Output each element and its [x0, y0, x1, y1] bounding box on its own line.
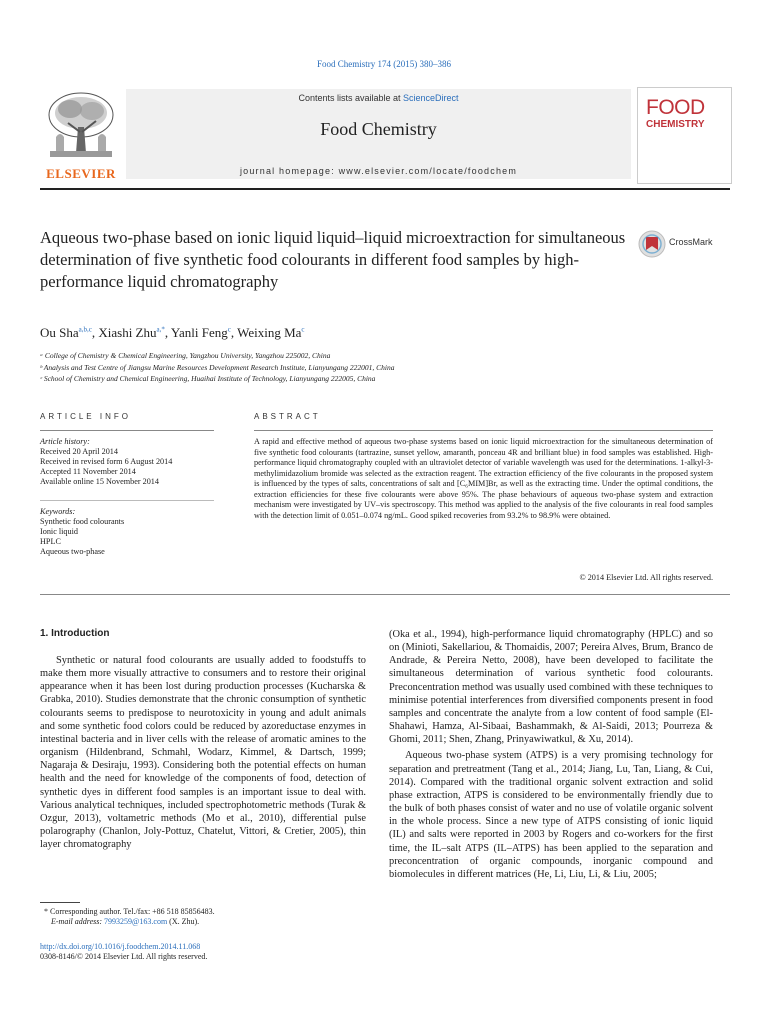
keywords-rule [40, 500, 214, 501]
keyword-2: Ionic liquid [40, 527, 78, 536]
contents-line [126, 93, 631, 103]
issn-line: 0308-8146/© 2014 Elsevier Ltd. All rights reserved. [40, 952, 208, 961]
author-2: Xiashi Zhu$^{a,*}$, [98, 325, 171, 340]
corresponding-author: * Corresponding author. Tel./fax: +86 518 85856483. [44, 907, 215, 916]
cover-food: FOOD [646, 96, 705, 119]
intro-right-column [389, 628, 713, 881]
keywords-label: Keywords: [40, 507, 76, 516]
intro-left-column [40, 654, 366, 851]
abstract-heading: ABSTRACT [254, 412, 321, 421]
article-info-rule [40, 430, 214, 431]
intro-paragraph-1: Synthetic or natural food colourants are usually added to foodstuffs to make them more visually attractive to consumers and to restore their original appearance when it has been lost during production processes (Kucharska & Grabka, 2010). Studies demonstrate that the chronic consumption of synthetic colourants seems to predispose to neurotoxicity in young and adult animals and some synthetic food colors could be reduced by azoreductase enzymes in intestinal bacteria and in liver cells with the release of aromatic amines to the organism (Hildenbrand, Schmahl, Wodarz, Kimmel, & Dartsch, 1999; Nagaraja & Desiraju, 1993). Considering both the potential effects on human health and the need for knowledge of the components of food, detection of synthetic dyes in different food samples is an important issue to deal with. Various analytical techniques, included spectrophotometric methods (Turak & Ozgur, 2013), voltametric methods (Mo et al., 2010), differential pulse polarography (Chanlon, Joly-Pottuz, Chatelut, Vittori, & Cretier, 2005), thin layer chromatography [40, 655, 366, 851]
affiliation-b: ᵇ Analysis and Test Centre of Jiangsu Marine Resources Development Research Institute, Lianyungang 222001, China [40, 362, 395, 372]
abstract-bottom-rule [40, 594, 730, 595]
author-4: Weixing Ma$^c$ [237, 325, 305, 340]
cover-chemistry: CHEMISTRY [646, 119, 705, 130]
author-1: Ou Sha$^{a,b,c}$, [40, 325, 99, 340]
article-info-heading: ARTICLE INFO [40, 412, 131, 421]
history-received: Received 20 April 2014 [40, 447, 118, 456]
article-title: Aqueous two-phase based on ionic liquid liquid–liquid microextraction for simultaneous determination of five synthetic food colourants in different food samples by high-performance liquid chromatography [40, 228, 626, 291]
abstract-copyright: © 2014 Elsevier Ltd. All rights reserved. [579, 573, 713, 582]
publisher-name: ELSEVIER [46, 166, 116, 181]
history-revised: Received in revised form 6 August 2014 [40, 457, 173, 466]
affiliations [40, 350, 394, 385]
intro-paragraph-2: (Oka et al., 1994), high-performance liquid chromatography (HPLC) and so on (Minioti, Sakellariou, & Thomaidis, 2007; Pereira Alves, Brum, Branco de Andrade, & Pereira Netto, 2008), have been developed to facilitate the simultaneous determination of various synthetic food colourants. Preconcentration method was usually used combined with these techniques to minimise potential interferences from diversified components present in food samples and concentrate the analyte from a low content of food sample (El-Shahawi, Hamza, Al-Sibaai, Bashammakh, & Al-Saidi, 2013; Pourreza & Ghomi, 2011; Shen, Zhang, Prinyawiwatkul, & Xu, 2014). [389, 629, 713, 746]
history-accepted: Accepted 11 November 2014 [40, 467, 136, 476]
history-online: Available online 15 November 2014 [40, 477, 159, 486]
article-history [40, 437, 220, 487]
affiliation-a: ᵃ College of Chemistry & Chemical Engineering, Yangzhou University, Yangzhou 225002, China [40, 351, 331, 360]
email-line: E-mail address: 7993259@163.com (X. Zhu). [51, 917, 200, 926]
corresponding-author-note [44, 907, 364, 927]
journal-cover [637, 87, 732, 184]
keywords [40, 507, 220, 557]
history-label: Article history: [40, 437, 90, 446]
masthead [40, 87, 730, 184]
abstract-text: A rapid and effective method of aqueous two-phase systems based on ionic liquid microextraction for the simultaneous determination of five synthetic food colourants (tartrazine, sunset yellow, amaranth, ponceau 4R and brilliant blue) in food samples was established. High-performance liquid chromatography coupled with an ultraviolet detector of variable wavelength was used for the determinations. 1-alkyl-3-methylimidazolium bromide was selected as the extraction reagent. The extraction efficiency of the five colourants in the proposed system is influenced by the types of salts, concentrations of salt and [C₆MIM]Br, as well as the extracting time. Under the optimal conditions, the extraction efficiencies for these five colourants were above 95%. The phase behaviours of aqueous two-phase system and extraction mechanism were investigated by UV–vis spectroscopy. This method was applied to the analysis of the five colourants in real food samples with the detection limit of 0.051–0.074 ng/mL. Good spiked recoveries from 93.2% to 98.9% were obtained. [254, 437, 713, 520]
journal-citation[interactable]: Food Chemistry 174 (2015) 380–386 [317, 59, 451, 69]
keyword-4: Aqueous two-phase [40, 547, 105, 556]
keyword-3: HPLC [40, 537, 61, 546]
journal-banner [126, 89, 631, 179]
sciencedirect-link[interactable]: ScienceDirect [403, 93, 459, 103]
crossmark-icon[interactable] [638, 230, 666, 258]
keyword-1: Synthetic food colourants [40, 517, 125, 526]
masthead-rule [40, 188, 730, 190]
journal-homepage[interactable]: journal homepage: www.elsevier.com/locate/foodchem [239, 166, 518, 176]
footnote-rule [40, 902, 80, 903]
abstract-rule [254, 430, 713, 431]
affiliation-c: ᶜ School of Chemistry and Chemical Engineering, Huaihai Institute of Technology, Lianyungang 222005, China [40, 374, 376, 383]
email-link[interactable]: 7993259@163.com [104, 917, 168, 926]
contents-prefix: Contents lists available at [298, 93, 404, 103]
journal-name: Food Chemistry [320, 119, 437, 139]
doi-block [40, 942, 360, 962]
author-3: Yanli Feng$^c$, [170, 325, 238, 340]
author-list [40, 325, 305, 341]
doi-link[interactable]: http://dx.doi.org/10.1016/j.foodchem.2014.11.068 [40, 942, 201, 951]
crossmark-label[interactable]: CrossMark [669, 237, 713, 247]
intro-paragraph-3: Aqueous two-phase system (ATPS) is a very promising technology for separation and pretreatment (Tang et al., 2014; Jiang, Lu, Tan, Liang, & Cui, 2014). Compared with the traditional organic solvent extraction and solid phase extraction, ATPS is considered to be environmentally friendly due to the bulk of both phases consist of water and no use of volatile organic solvent in the whole process. Since a new type of ATPS consisting of ionic liquid (IL) and salts were reported in 2003 by Rogers and co-workers for the first time, the IL–salt ATPS (IL–ATPS) has been applied to the separation and preconcentration of organic compounds, inorganic compound and biomolecules in different matrices (He, Li, Liu, Li, & Liu, 2005; [389, 750, 713, 880]
introduction-heading: 1. Introduction [40, 628, 110, 639]
